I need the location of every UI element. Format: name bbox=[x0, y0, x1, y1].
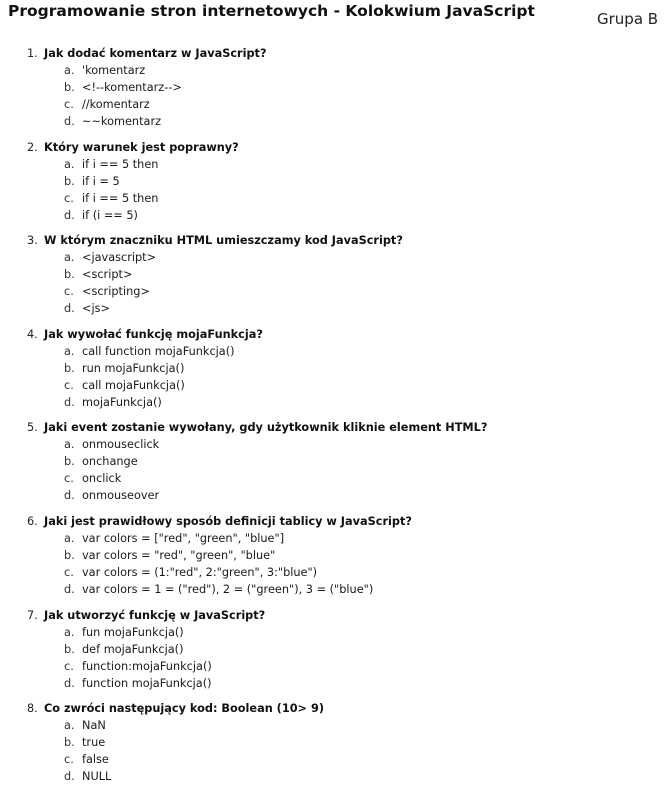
option-marker: b. bbox=[64, 455, 75, 469]
option-text: //komentarz bbox=[82, 98, 150, 111]
question-number: 7. bbox=[27, 608, 38, 622]
question-4 bbox=[0, 326, 667, 420]
question-2 bbox=[0, 139, 667, 233]
question-6 bbox=[0, 513, 667, 607]
option-text: fun mojaFunkcja() bbox=[82, 625, 184, 639]
option-text: var colors = "red", "green", "blue" bbox=[82, 548, 276, 562]
question-text: Co zwróci następujący kod: Boolean (10> 9) bbox=[44, 702, 324, 716]
option-text: if i == 5 then bbox=[82, 157, 159, 171]
page-title: Programowanie stron internetowych - Kolokwium JavaScript bbox=[8, 2, 535, 20]
question-text: Jak utworzyć funkcję w JavaScript? bbox=[44, 608, 266, 622]
question-text: Jak dodać komentarz w JavaScript? bbox=[44, 47, 267, 60]
option-text: false bbox=[82, 753, 109, 767]
question-number: 6. bbox=[27, 514, 38, 528]
option-text: function mojaFunkcja() bbox=[82, 676, 212, 690]
option-marker: c. bbox=[64, 98, 74, 111]
option-marker: a. bbox=[64, 64, 75, 77]
question-1 bbox=[0, 45, 667, 139]
option-marker: d. bbox=[64, 395, 75, 409]
option-text: <scripting> bbox=[82, 285, 150, 299]
question-text: Jaki event zostanie wywołany, gdy użytkownik kliknie element HTML? bbox=[44, 421, 488, 435]
option-text: run mojaFunkcja() bbox=[82, 361, 185, 375]
option-text: <javascript> bbox=[82, 251, 157, 265]
question-5 bbox=[0, 419, 667, 513]
question-3 bbox=[0, 232, 667, 326]
question-number: 8. bbox=[27, 702, 38, 716]
option-text: def mojaFunkcja() bbox=[82, 642, 184, 656]
option-marker: d. bbox=[64, 208, 75, 222]
option-marker: b. bbox=[64, 361, 75, 375]
question-number: 1. bbox=[27, 47, 38, 60]
question-text: Jak wywołać funkcję mojaFunkcja? bbox=[44, 327, 263, 341]
option-text: call mojaFunkcja() bbox=[82, 378, 185, 392]
option-text: <!--komentarz--> bbox=[82, 81, 182, 94]
option-text: if i = 5 bbox=[82, 174, 120, 188]
option-marker: c. bbox=[64, 659, 74, 673]
option-text: var colors = ["red", "green", "blue"] bbox=[82, 531, 285, 545]
question-8 bbox=[0, 700, 667, 794]
option-text: mojaFunkcja() bbox=[82, 395, 162, 409]
option-marker: b. bbox=[64, 174, 75, 188]
question-number: 3. bbox=[27, 234, 38, 248]
option-marker: a. bbox=[64, 157, 75, 171]
option-marker: c. bbox=[64, 753, 74, 767]
option-text: onmouseover bbox=[82, 489, 160, 503]
option-marker: b. bbox=[64, 736, 75, 750]
question-text: Jaki jest prawidłowy sposób definicji tablicy w JavaScript? bbox=[44, 514, 412, 528]
question-list bbox=[0, 45, 667, 794]
option-text: onclick bbox=[82, 472, 122, 486]
option-text: onmouseclick bbox=[82, 438, 160, 452]
option-text: var colors = (1:"red", 2:"green", 3:"blue") bbox=[82, 565, 318, 579]
option-marker: a. bbox=[64, 625, 75, 639]
option-marker: c. bbox=[64, 472, 74, 486]
option-marker: b. bbox=[64, 81, 75, 94]
option-marker: a. bbox=[64, 344, 75, 358]
option-marker: b. bbox=[64, 268, 75, 282]
option-marker: c. bbox=[64, 191, 74, 205]
group-label: Grupa B bbox=[597, 10, 659, 28]
option-marker: d. bbox=[64, 582, 75, 596]
option-text: call function mojaFunkcja() bbox=[82, 344, 235, 358]
option-marker: d. bbox=[64, 676, 75, 690]
option-marker: c. bbox=[64, 565, 74, 579]
option-marker: a. bbox=[64, 719, 75, 733]
option-text: 'komentarz bbox=[82, 64, 146, 77]
option-text: NaN bbox=[82, 719, 106, 733]
option-marker: d. bbox=[64, 302, 75, 316]
option-marker: b. bbox=[64, 642, 75, 656]
question-number: 2. bbox=[27, 140, 38, 154]
option-marker: c. bbox=[64, 378, 74, 392]
option-marker: d. bbox=[64, 115, 75, 128]
option-text: onchange bbox=[82, 455, 138, 469]
question-number: 5. bbox=[27, 421, 38, 435]
option-text: ~~komentarz bbox=[82, 115, 162, 128]
option-text: <js> bbox=[82, 302, 110, 316]
option-marker: d. bbox=[64, 489, 75, 503]
option-marker: c. bbox=[64, 285, 74, 299]
question-number: 4. bbox=[27, 327, 38, 341]
option-text: true bbox=[82, 736, 106, 750]
option-marker: a. bbox=[64, 438, 75, 452]
question-7 bbox=[0, 607, 667, 701]
question-text: Który warunek jest poprawny? bbox=[44, 140, 239, 154]
option-marker: a. bbox=[64, 531, 75, 545]
option-text: function:mojaFunkcja() bbox=[82, 659, 212, 673]
option-text: var colors = 1 = ("red"), 2 = ("green"), 3 = ("blue") bbox=[82, 582, 374, 596]
option-text: <script> bbox=[82, 268, 133, 282]
option-text: if (i == 5) bbox=[82, 208, 138, 222]
option-text: NULL bbox=[82, 770, 112, 784]
option-marker: d. bbox=[64, 770, 75, 784]
question-text: W którym znaczniku HTML umieszczamy kod JavaScript? bbox=[44, 234, 403, 248]
option-marker: a. bbox=[64, 251, 75, 265]
option-marker: b. bbox=[64, 548, 75, 562]
option-text: if i == 5 then bbox=[82, 191, 159, 205]
